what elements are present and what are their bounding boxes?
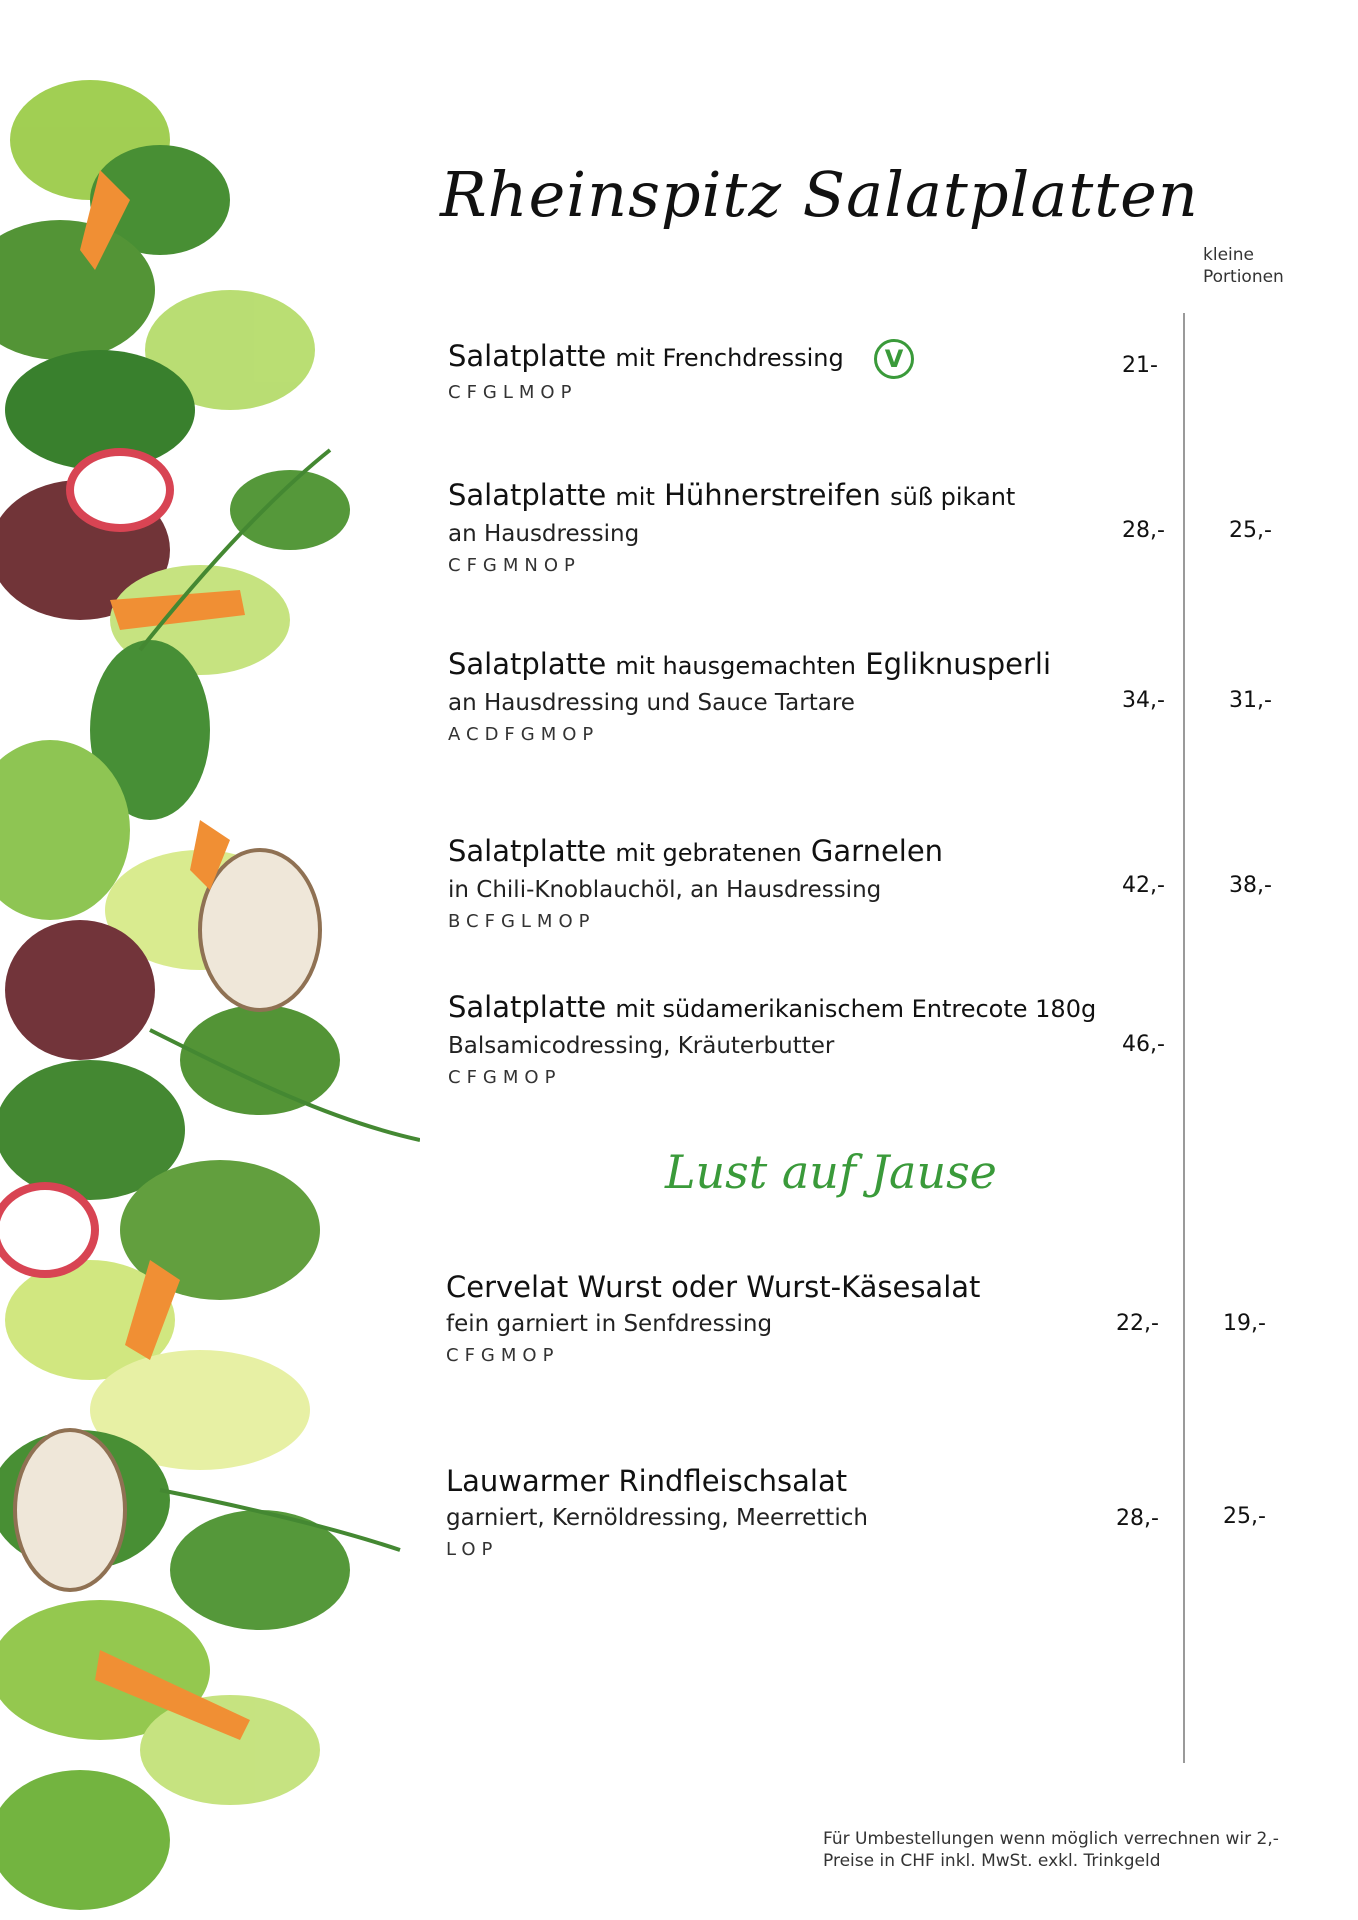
menu-item: [448, 988, 1138, 1090]
item-detail: mit hausgemachten: [615, 652, 857, 680]
item-description: Balsamicodressing, Kräuterbutter: [448, 1033, 835, 1059]
menu-item: [448, 476, 1138, 578]
item-name: Lauwarmer Rindfleischsalat: [446, 1464, 848, 1498]
menu-item: [446, 1462, 1136, 1562]
small-portions-line2: Portionen: [1203, 267, 1284, 287]
footer-line2: Preise in CHF inkl. MwSt. exkl. Trinkgeld: [823, 1851, 1161, 1871]
item-name: Salatplatte: [448, 990, 607, 1024]
item-detail: mit südamerikanischem Entrecote 180g: [615, 995, 1097, 1023]
vegan-badge-icon: V: [874, 339, 914, 379]
item-name: Cervelat Wurst oder Wurst-Käsesalat: [446, 1270, 981, 1304]
item-description: an Hausdressing: [448, 521, 640, 547]
footer-line1: Für Umbestellungen wenn möglich verrechnen wir 2,-: [823, 1829, 1279, 1849]
item-allergens: CFGMNOP: [448, 555, 581, 576]
item-detail: mit: [615, 483, 655, 511]
item-small-price: 31,-: [1229, 688, 1272, 713]
page-title: Rheinspitz Salatplatten: [440, 158, 1199, 231]
item-price: 28,-: [1116, 1506, 1159, 1531]
item-highlight: Garnelen: [810, 834, 944, 868]
item-allergens: CFGMOP: [448, 1067, 562, 1088]
item-allergens: BCFGLMOP: [448, 911, 596, 932]
item-small-price: 38,-: [1229, 873, 1272, 898]
item-highlight: Hühnerstreifen: [664, 478, 881, 512]
item-allergens: CFGMOP: [446, 1345, 560, 1366]
menu-item: [446, 1268, 1136, 1368]
item-detail: mit gebratenen: [615, 839, 802, 867]
item-price: 46,-: [1122, 1032, 1165, 1057]
item-description: an Hausdressing und Sauce Tartare: [448, 690, 855, 716]
salad-leaves-illustration: [0, 30, 420, 1920]
item-description: in Chili-Knoblauchöl, an Hausdressing: [448, 877, 882, 903]
item-price: 22,-: [1116, 1311, 1159, 1336]
item-name: Salatplatte: [448, 339, 607, 373]
item-name: Salatplatte: [448, 834, 607, 868]
item-price: 34,-: [1122, 688, 1165, 713]
section-title: Lust auf Jause: [665, 1145, 997, 1199]
item-description: fein garniert in Senfdressing: [446, 1311, 773, 1337]
item-price: 21-: [1122, 353, 1158, 378]
item-price: 42,-: [1122, 873, 1165, 898]
item-allergens: CFGLMOP: [448, 382, 578, 403]
small-portions-header: [1203, 244, 1284, 288]
item-detail-suffix: süß pikant: [890, 483, 1016, 511]
item-small-price: 25,-: [1223, 1504, 1266, 1529]
menu-item: [448, 337, 1138, 405]
price-column-divider: [1183, 313, 1185, 1763]
item-allergens: LOP: [446, 1539, 499, 1560]
item-description: garniert, Kernöldressing, Meerrettich: [446, 1505, 868, 1531]
item-highlight: Egliknusperli: [865, 647, 1052, 681]
item-small-price: 19,-: [1223, 1311, 1266, 1336]
item-allergens: ACDFGMOP: [448, 724, 600, 745]
item-name: Salatplatte: [448, 478, 607, 512]
footer-note: [823, 1828, 1279, 1872]
small-portions-line1: kleine: [1203, 245, 1254, 265]
item-small-price: 25,-: [1229, 518, 1272, 543]
item-price: 28,-: [1122, 518, 1165, 543]
item-detail: mit Frenchdressing: [615, 344, 844, 372]
menu-item: [448, 832, 1138, 934]
menu-item: [448, 645, 1138, 747]
item-name: Salatplatte: [448, 647, 607, 681]
